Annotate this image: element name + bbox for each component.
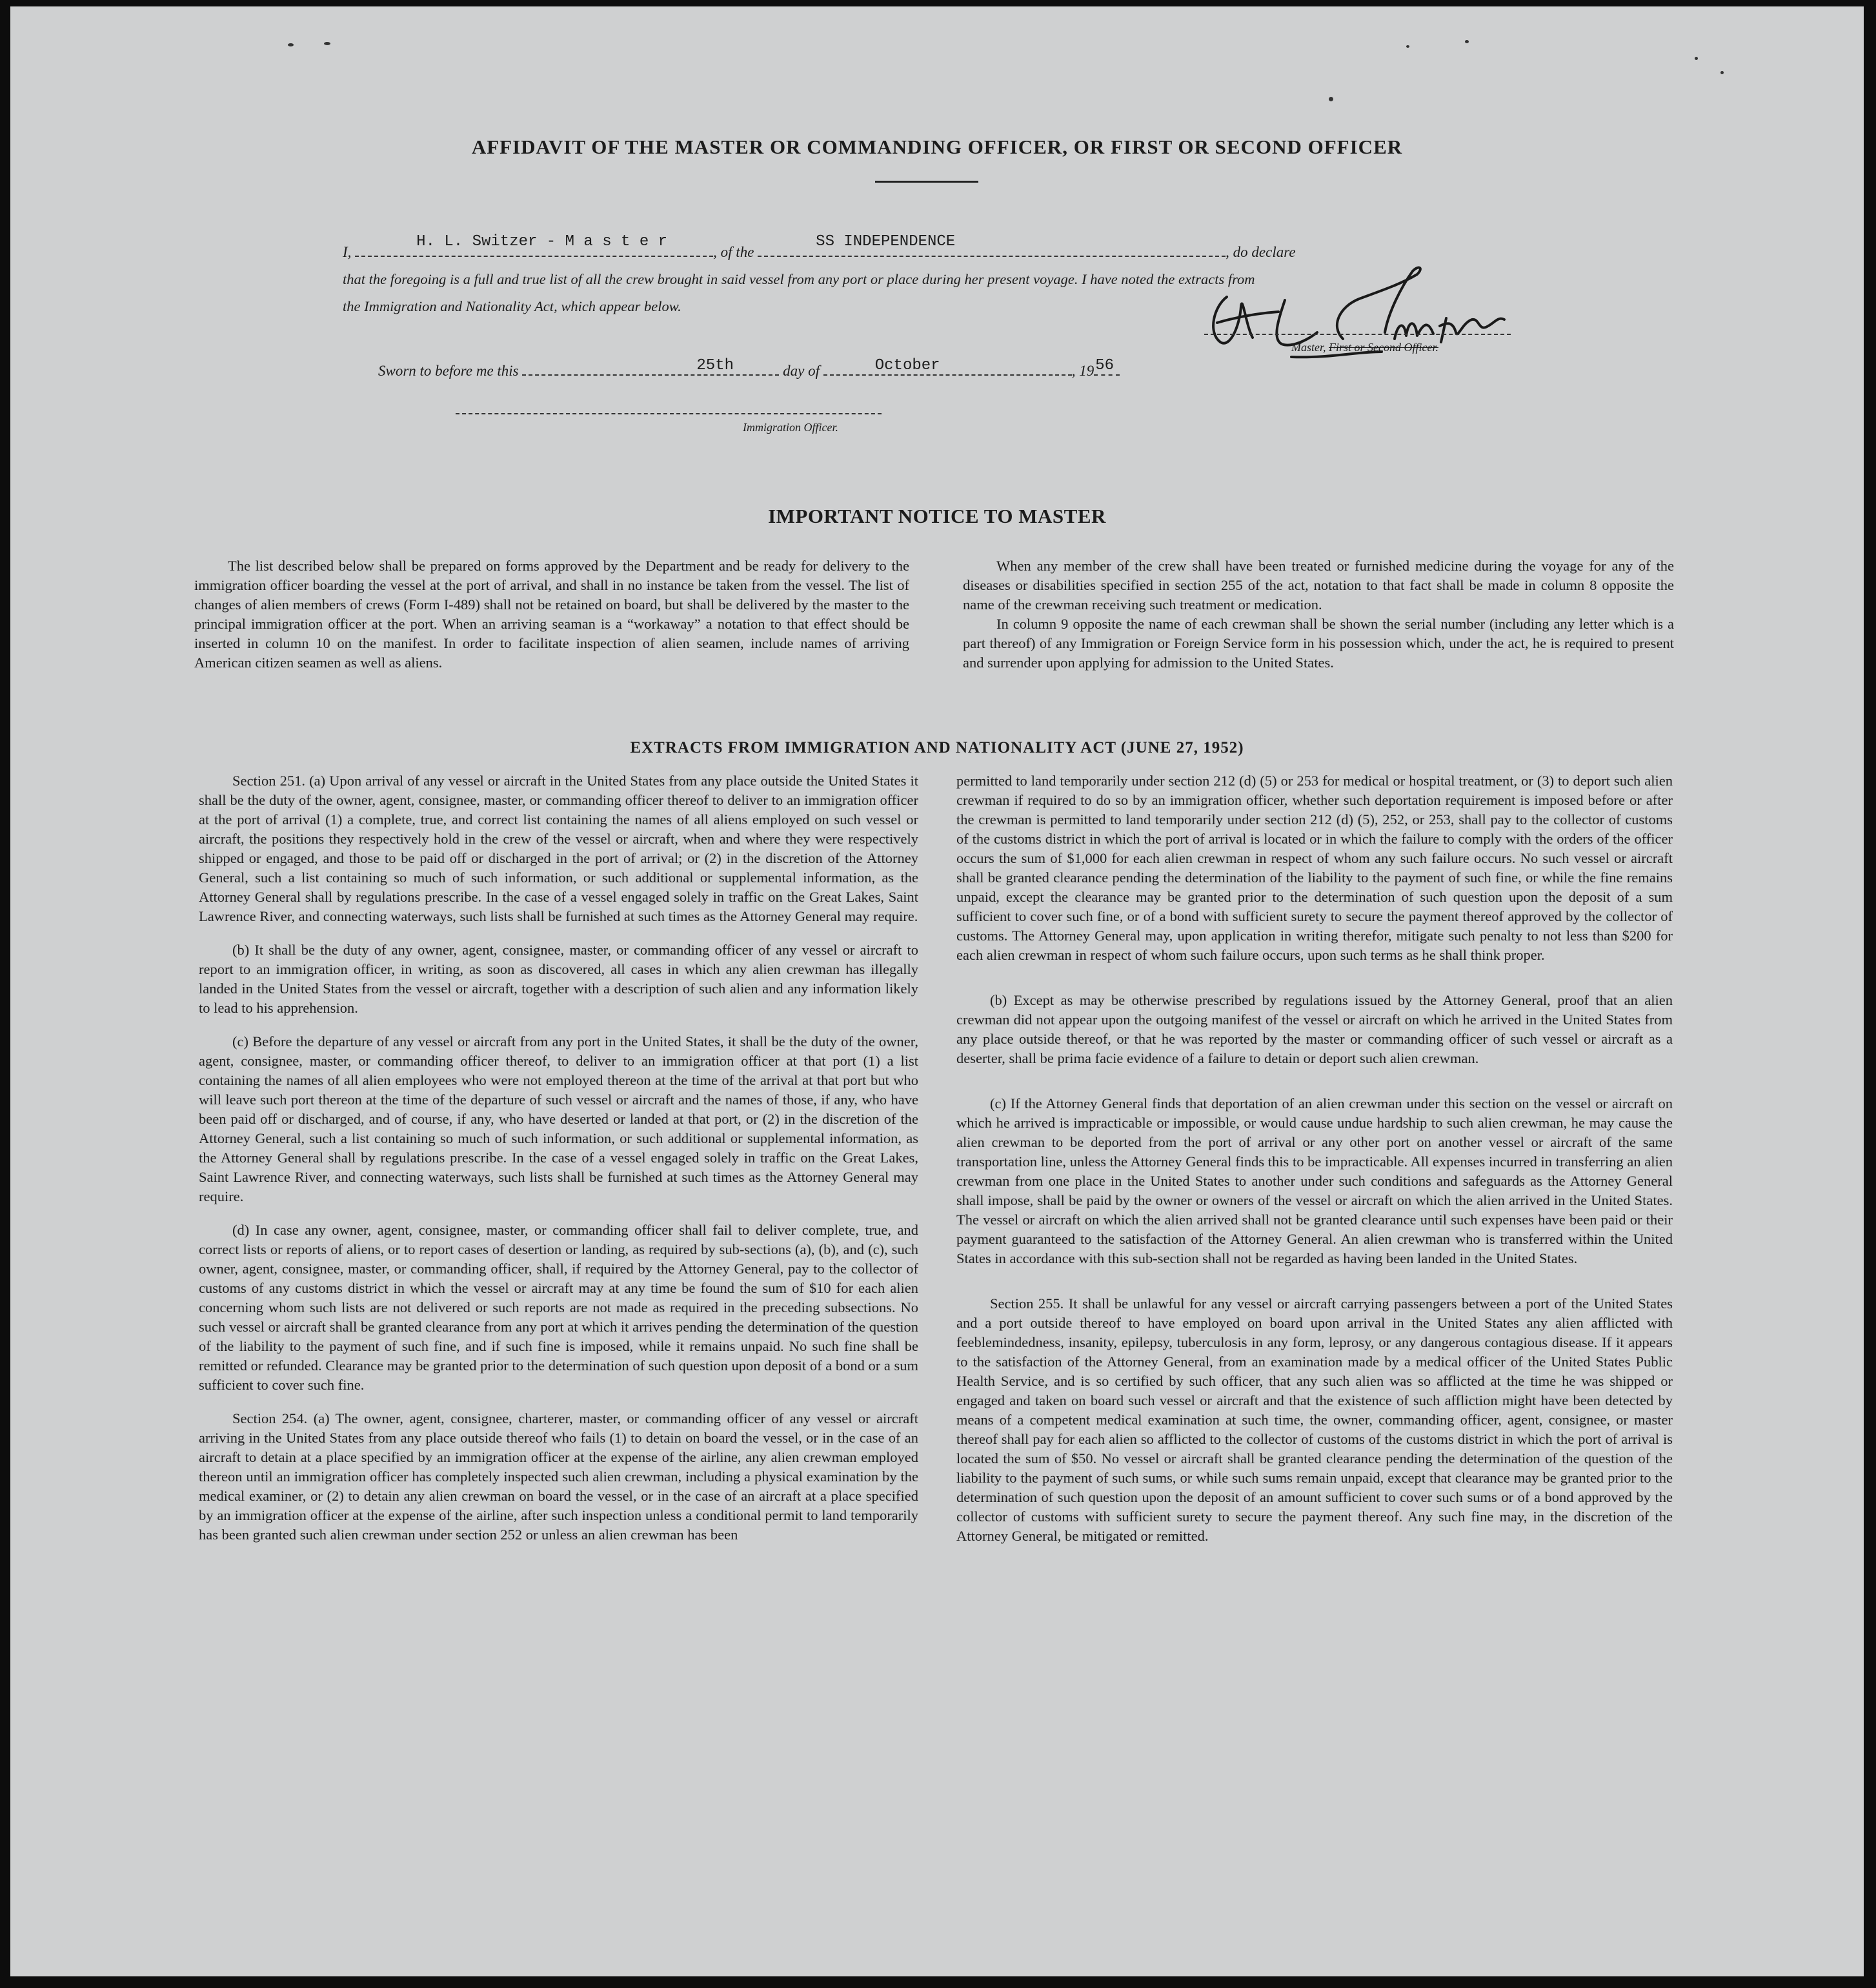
extracts-title: EXTRACTS FROM IMMIGRATION AND NATIONALITY ACT (JUNE 27, 1952): [630, 739, 1244, 756]
signature-caption: [1291, 341, 1438, 354]
sworn-prefix: Sworn to before me this: [378, 363, 519, 379]
scan-speck: [1406, 45, 1409, 48]
section-254b: (b) Except as may be otherwise prescribed by regulations issued by the Attorney General, proof that an alien crewman did not appear upon the outgoing manifest of the vessel or aircraft on which he arrived in the United States from any place outside thereof, or that he was reported by the master or commanding officer of such vessel or aircraft as a deserter, shall be prima facie evidence of a failure to detain or deport such alien crewman.: [956, 992, 1673, 1066]
sworn-year-field[interactable]: [1094, 357, 1120, 376]
master-caption: Master,: [1291, 341, 1329, 354]
master-name-field[interactable]: [355, 233, 713, 257]
scan-speck: [1465, 40, 1469, 43]
master-signature: [1201, 261, 1511, 371]
immigration-officer-caption: Immigration Officer.: [743, 421, 838, 434]
year-prefix: , 19: [1071, 363, 1094, 379]
section-254a: Section 254. (a) The owner, agent, consignee, charterer, master, or commanding officer of any vessel or aircraft arriving in the United States from any place outside thereof who fails (1) to detain on board the vessel, or in the case of an aircraft to detain at a place specified by an immigration officer at the expense of the airline, any alien crewman employed thereon until an immigration officer has completely inspected such alien crewman, including a physical examination by the medical examiner, or (2) to detain any alien crewman on board the vessel, or in the case of an aircraft at a place specified by an immigration officer at the expense of the airline, after such inspection unless a conditional permit to land temporarily has been granted such alien crewman under section 252 or unless an alien crewman has been: [199, 1410, 918, 1543]
section-251b: (b) It shall be the duty of any owner, agent, consignee, master, or commanding officer of any vessel or aircraft to report to an immigration officer, in writing, as soon as discovered, all cases in which any alien crewman has illegally landed in the United States from the vessel or aircraft, together with a description of such alien and any information likely to lead to his apprehension.: [199, 942, 918, 1016]
of-the-label: , of the: [713, 244, 754, 260]
section-255: Section 255. It shall be unlawful for any vessel or aircraft carrying passengers between a port of the United States and a port outside thereof to have employed on board upon arrival in the United States any alien afflicted with feeblemindedness, insanity, epilepsy, tuberculosis in any form, leprosy, or any dangerous contagious disease. If it appears to the satisfaction of the Attorney General, from an examination made by a medical officer of the United States Public Health Service, and is so certified by such officer, that any such alien was so afflicted at the time he was shipped or engaged and taken on board such vessel or aircraft and that the existence of such affliction might have been detected by means of a competent medical examination at such time, the owner, commanding officer, agent, consignee, or master thereof shall pay for each alien so afflicted to the collector of customs of the customs district in which the port of arrival is located the sum of $50. No vessel or aircraft shall be granted clearance pending the determination of the question of the liability to the payment of such sums, or while such sums remain unpaid, except that clearance may be granted prior to the determination of such question upon the deposit of an amount sufficient to cover such sums or of a bond approved by the collector of customs with sufficient surety to secure the payment thereof. Any such fine may, in the discretion of the Attorney General, be mitigated or remitted.: [956, 1295, 1673, 1544]
section-251d: (d) In case any owner, agent, consignee, master, or commanding officer shall fail to deliver complete, true, and correct lists or reports of aliens, or to report cases of desertion or landing, as required by sub-sections (a), (b), and (c), such owner, agent, consignee, master, or commanding officer, shall, if required by the Attorney General, pay to the collector of customs of any customs district in which the vessel or aircraft may at any time be found the sum of $10 for each alien concerning whom such lists are not delivered or such reports are not made as required in the preceding subsections. No such vessel or aircraft shall be granted clearance from any port at which it arrives pending the determination of the question of the liability to the payment of such fine, and if such fine is imposed, while it remains unpaid. No such fine shall be remitted or refunded. Clearance may be granted prior to the determination of such question upon deposit of a bond or a sum sufficient to cover such fine.: [199, 1222, 918, 1393]
line-prefix: I,: [343, 244, 352, 260]
section-251a: Section 251. (a) Upon arrival of any vessel or aircraft in the United States from any place outside the United States it shall be the duty of the owner, agent, consignee, master, or commanding officer thereof to deliver to an immigration officer at the port of arrival (1) a complete, true, and correct list containing the names of all aliens employed on such vessel or aircraft, the positions they respectively hold in the crew of the vessel or aircraft, when and where they were respectively shipped or engaged, and those to be paid off or discharged in the port of arrival; or (2) in the discretion of the Attorney General, such a list containing so much of such information, or such additional or supplemental information, as the Attorney General shall by regulations prescribe. In the case of a vessel engaged solely in traffic on the Great Lakes, Saint Lawrence River, and connecting waterways, such lists shall be furnished at such times as the Attorney General may require.: [199, 773, 918, 924]
do-declare-label: , do declare: [1225, 244, 1296, 260]
notice-left-column: [194, 556, 909, 673]
day-of-label: day of: [783, 363, 820, 379]
notice-paragraph: In column 9 opposite the name of each crewman shall be shown the serial number (including any letter which is a part thereof) of any Immigration or Foreign Service form in his possession which, under the act, he is required to present and surrender upon applying for admission to the United States.: [963, 616, 1674, 671]
vessel-name-field[interactable]: [758, 233, 1225, 257]
extracts-left-column: [199, 771, 918, 1545]
sworn-day-value: 25th: [696, 357, 734, 374]
master-name-value: H. L. Switzer - M a s t e r: [416, 233, 668, 250]
sworn-day-field[interactable]: [522, 357, 779, 376]
sworn-month-field[interactable]: [823, 357, 1072, 376]
extracts-right-column: [956, 771, 1673, 1546]
sworn-month-value: October: [874, 357, 940, 374]
section-254c: (c) If the Attorney General finds that deportation of an alien crewman under this section on the vessel or aircraft on which he arrived is impracticable or impossible, or would cause undue hardship to such alien crewman, he may cause the alien crewman to be deported from the port of arrival or any other port on another vessel or aircraft of the same transportation line, unless the Attorney General finds this to be impracticable. All expenses incurred in transferring an alien crewman from one place in the United States to another under such conditions and safeguards as the Attorney General shall impose, shall be paid by the owner or owners of the vessel or aircraft on which the alien arrived in the United States. The vessel or aircraft on which the alien arrived shall not be granted clearance until such expenses have been paid or their payment guaranteed to the satisfaction of the Attorney General. An alien crewman who is transferred within the United States in accordance with this sub-section shall not be regarded as having been landed in the United States.: [956, 1095, 1673, 1266]
scan-speck: [288, 43, 294, 46]
sworn-line: [378, 357, 1120, 380]
scan-speck: [1720, 71, 1724, 74]
section-254a-continued: permitted to land temporarily under section 212 (d) (5) or 253 for medical or hospital treatment, or (3) to deport such alien crewman if required to do so by an immigration officer, whether such deportation requirement is imposed before or after the crewman is permitted to land temporarily under section 212 (d) (5), 252, or 253, shall pay to the collector of customs of the customs district in which the port of arrival is located or in which the failure to comply with the orders of the officer occurs the sum of $1,000 for each alien crewman in respect of whom any such failure occurs. No such vessel or aircraft shall be granted clearance pending the determination of the liability to the payment of such fine, or while the fine remains unpaid, except the clearance may be granted prior to the determination of such question upon the deposit of a sum sufficient to cover such fine, or of a bond with sufficient surety to secure the payment thereof approved by the collector of customs. The Attorney General may, upon application in writing therefor, mitigate such penalty to not less than $200 for each alien crewman in respect of whom such failure occurs, upon such terms as he shall think proper.: [956, 773, 1673, 963]
affidavit-line-2: that the foregoing is a full and true list of all the crew brought in said vessel from any port or place during her present voyage. I have noted the extracts from: [343, 271, 1255, 287]
sworn-year-value: 56: [1095, 357, 1115, 374]
notice-paragraph: When any member of the crew shall have been treated or furnished medicine during the voyage for any of the diseases or disabilities specified in section 255 of the act, notation to that fact shall be made in column 8 opposite the name of the crewman receiving such treatment or medication.: [963, 558, 1674, 613]
signature-line: [1204, 334, 1511, 335]
title-divider: [875, 181, 978, 183]
document-page: [10, 6, 1864, 1976]
notice-title: IMPORTANT NOTICE TO MASTER: [768, 505, 1106, 527]
scan-speck: [324, 42, 330, 45]
scan-speck: [1329, 97, 1333, 101]
affidavit-title: AFFIDAVIT OF THE MASTER OR COMMANDING OFFICER, OR FIRST OR SECOND OFFICER: [471, 136, 1403, 158]
vessel-name-value: SS INDEPENDENCE: [816, 233, 956, 250]
notice-right-column: [963, 556, 1674, 673]
affidavit-line-3: the Immigration and Nationality Act, which appear below.: [343, 298, 681, 314]
notice-paragraph: The list described below shall be prepared on forms approved by the Department and be ready for delivery to the immigration officer boarding the vessel at the port of arrival, and shall in no instance be taken from the vessel. The list of changes of alien members of crews (Form I-489) shall not be retained on board, but shall be delivered by the master to the principal immigration officer at the port. When an arriving seaman is a “workaway” a notation to that effect should be inserted in column 10 on the manifest. In order to facilitate inspection of alien seamen, include names of arriving American citizen seamen as well as aliens.: [194, 558, 909, 671]
scan-speck: [1695, 57, 1698, 60]
struck-officer-caption: First or Second Officer.: [1329, 341, 1438, 354]
section-251c: (c) Before the departure of any vessel or aircraft from any port in the United States, it shall be the duty of the owner, agent, consignee, master, or commanding officer thereof, to deliver to an immigration officer at that port (1) a list containing the names of all alien employees who were not employed thereon at the time of the arrival at that port but who will leave such port thereon at the time of the departure of such vessel or aircraft and the names of those, if any, who have been paid off or discharged, and of course, if any, who have deserted or landed at that port, or (2) in the discretion of the Attorney General, such a list containing so much of such information, or such additional or supplemental information, as the Attorney General shall by regulations prescribe. In the case of a vessel engaged solely in traffic on the Great Lakes, Saint Lawrence River, and connecting waterways, such lists shall be furnished at such times as the Attorney General may require.: [199, 1033, 918, 1204]
immigration-officer-signature-line: [456, 413, 882, 414]
